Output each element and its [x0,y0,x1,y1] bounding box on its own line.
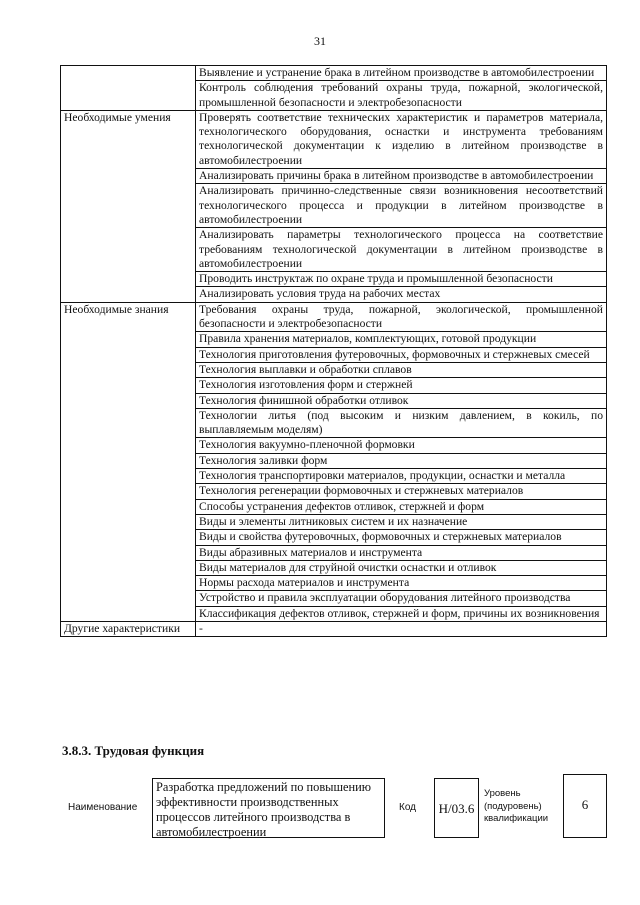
row-item: Анализировать причины брака в литейном производстве в автомобилестроении [196,169,607,184]
row-item: Способы устранения дефектов отливок, стержней и форм [196,499,607,514]
row-item: Проводить инструктаж по охране труда и промышленной безопасности [196,272,607,287]
section-title: 3.8.3. Трудовая функция [62,743,205,758]
row-item: Виды и элементы литниковых систем и их назначение [196,514,607,529]
row-item: Анализировать параметры технологического процесса на соответствие требованиям технологической документации в литейном производстве в автомобилестроении [196,228,607,272]
row-item: Технология транспортировки материалов, продукции, оснастки и металла [196,469,607,484]
row-item: Виды абразивных материалов и инструмента [196,545,607,560]
row-item: Технология вакуумно-пленочной формовки [196,438,607,453]
row-item: Контроль соблюдения требований охраны труда, пожарной, экологической, промышленной безопасности и электробезопасности [196,81,607,111]
requirements-table [60,65,607,637]
code-label: Код [399,802,417,813]
qualification-level-label: Уровень (подуровень) квалификации [484,788,549,824]
table-row [61,66,607,81]
row-label: Необходимые умения [61,110,196,302]
row-item: Анализировать причинно-следственные связи возникновения несоответствий технологического процесса и продукции в литейном производстве в автомобилестроении [196,184,607,228]
row-item: Проверять соответствие технических характеристик и параметров материала, технологического оборудования, оснастки и инструмента требованиям технологической документации к изделию в литейном производстве в автомобилестроении [196,110,607,168]
row-item: Требования охраны труда, пожарной, экологической, промышленной безопасности и электробезопасности [196,302,607,332]
row-item: - [196,621,607,636]
table-row [61,110,607,168]
qualification-level-box: 6 [563,774,607,838]
page-number: 31 [314,34,326,48]
row-label [61,66,196,111]
function-code-box: Н/03.6 [434,778,479,838]
row-label: Необходимые знания [61,302,196,621]
row-item: Технологии литья (под высоким и низким давлением, в кокиль, по выплавляемым моделям) [196,408,607,438]
row-item: Правила хранения материалов, комплектующих, готовой продукции [196,332,607,347]
row-item: Технология приготовления футеровочных, формовочных и стержневых смесей [196,347,607,362]
row-item: Виды материалов для струйной очистки оснастки и отливок [196,560,607,575]
row-item: Выявление и устранение брака в литейном производстве в автомобилестроении [196,66,607,81]
row-item: Классификация дефектов отливок, стержней и форм, причины их возникновения [196,606,607,621]
name-label: Наименование [68,802,138,813]
table-row [61,302,607,332]
row-item: Технология заливки форм [196,453,607,468]
row-item: Технология изготовления форм и стержней [196,378,607,393]
function-name-box: Разработка предложений по повышению эффективности производственных процессов литейного производства в автомобилестроении [152,778,385,838]
row-item: Виды и свойства футеровочных, формовочных и стержневых материалов [196,530,607,545]
row-item: Технология выплавки и обработки сплавов [196,362,607,377]
row-item: Анализировать условия труда на рабочих местах [196,287,607,302]
row-item: Нормы расхода материалов и инструмента [196,576,607,591]
row-item: Технология финишной обработки отливок [196,393,607,408]
row-item: Технология регенерации формовочных и стержневых материалов [196,484,607,499]
table-row [61,621,607,636]
row-item: Устройство и правила эксплуатации оборудования литейного производства [196,591,607,606]
row-label: Другие характеристики [61,621,196,636]
